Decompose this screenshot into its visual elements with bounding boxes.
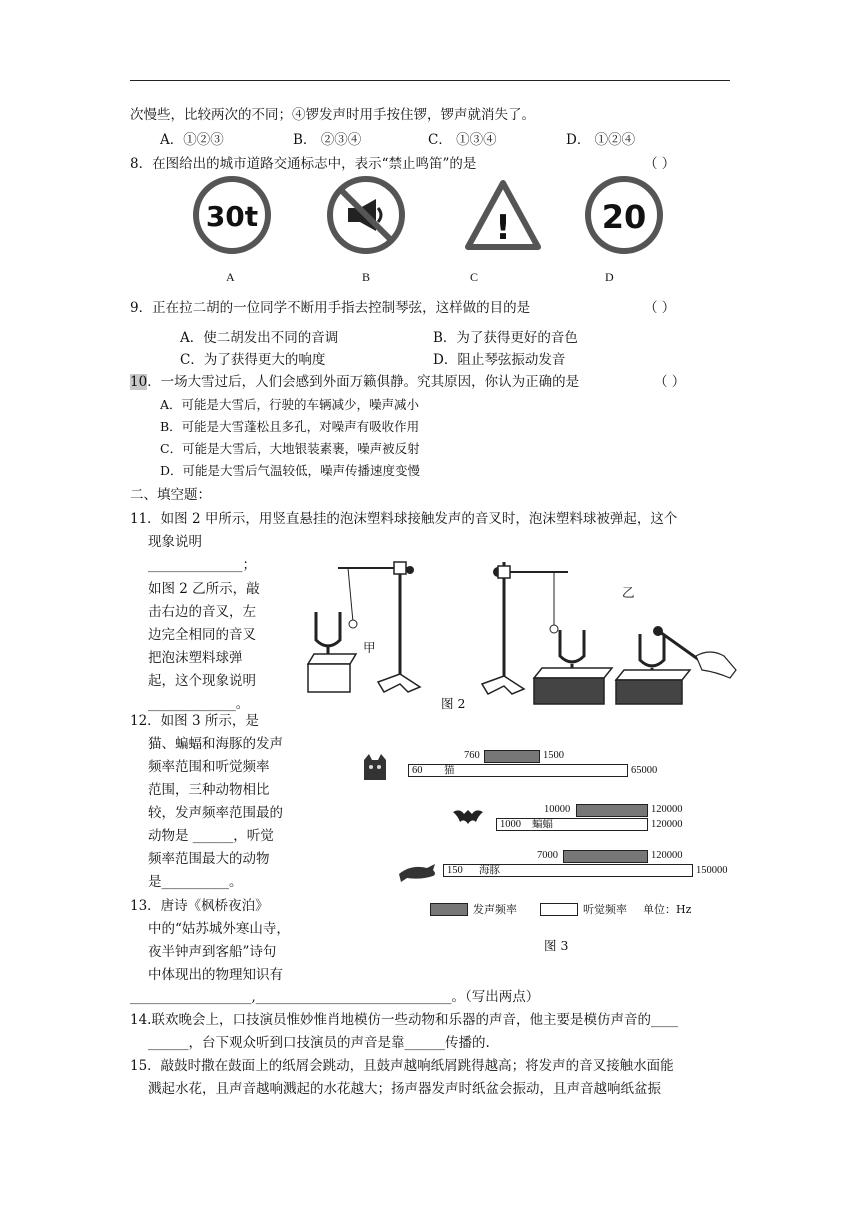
- q7-option-c: C． ①③④: [428, 132, 497, 148]
- q11-line1: 11．如图 2 甲所示，用竖直悬挂的泡沫塑料球接触发声的音叉时，泡沫塑料球被弹起，这个: [130, 511, 678, 527]
- sign-a-text: 30t: [205, 200, 259, 233]
- animal-name-label: 蝙蝠: [532, 819, 553, 830]
- sign-d-text: 20: [601, 198, 647, 236]
- section-fill-in-heading: 二、填空题：: [130, 487, 211, 503]
- q9-option-c: C．为了获得更大的响度: [180, 352, 326, 368]
- sound-max-label: 1500: [543, 750, 564, 761]
- sound-range-bar-1: [576, 804, 648, 817]
- q15-line2: 溅起水花，且声音越响溅起的水花越大；扬声器发声时纸盆会振动，且声音越响纸盆振: [148, 1081, 661, 1097]
- q7-continuation: 次慢些，比较两次的不同；④锣发声时用手按住锣，锣声就消失了。: [130, 107, 535, 123]
- warning-sign: [463, 175, 543, 255]
- q12-line: 频率范围最大的动物: [148, 851, 270, 867]
- q12-line: 是__________。: [148, 874, 243, 890]
- q9-option-a: A．使二胡发出不同的音调: [180, 330, 339, 346]
- figure-3-caption: 图 3: [544, 938, 569, 953]
- q11-line: 现象说明: [148, 534, 202, 550]
- hearing-max-label: 150000: [696, 865, 728, 876]
- sound-range-bar-0: [484, 750, 540, 763]
- q11-line: 起，这个现象说明: [148, 673, 256, 689]
- q13-answer-blanks: __________________,_____________________________。（写出两点）: [130, 989, 540, 1005]
- legend-swatch-hearing: [540, 903, 578, 916]
- q13-line: 夜半钟声到客船”诗句: [148, 944, 277, 960]
- q12-line: 较，发声频率范围最的: [148, 805, 283, 821]
- q11-line: 把泡沫塑料球弹: [148, 650, 243, 666]
- animal-name-label: 猫: [444, 765, 455, 776]
- sound-max-label: 120000: [651, 850, 683, 861]
- sign-c-text: !: [495, 208, 511, 248]
- q11-line: 如图 2 乙所示，敲: [148, 581, 260, 597]
- q11-line: 边完全相同的音叉: [148, 627, 256, 643]
- legend-swatch-sound: [430, 903, 468, 916]
- q11-line: ______________；: [148, 557, 256, 573]
- hearing-min-label: 1000: [500, 819, 521, 830]
- q9-answer-paren: （ ）: [644, 300, 676, 316]
- q14-line1: 14.联欢晚会上，口技演员惟妙惟肖地模仿一些动物和乐器的声音，他主要是模仿声音的____: [130, 1012, 678, 1028]
- q14-line2: ______，台下观众听到口技演员的声音是靠______传播的.: [148, 1035, 490, 1051]
- q12-line: 12．如图 3 所示，是: [130, 713, 259, 729]
- sign-label-a: A: [226, 270, 235, 284]
- stand-yi: [482, 562, 736, 704]
- q10-option-b: B．可能是大雪蓬松且多孔，对噪声有吸收作用: [160, 419, 420, 434]
- q9-option-d: D．阻止琴弦振动发音: [433, 352, 566, 368]
- sign-label-d: D: [605, 270, 614, 284]
- q12-line: 猫、蝙蝠和海豚的发声: [148, 736, 283, 752]
- sound-min-label: 10000: [544, 804, 571, 815]
- hearing-min-label: 60: [412, 765, 423, 776]
- figure-2-label-yi: 乙: [622, 585, 635, 600]
- q8-answer-paren: （ ）: [644, 156, 676, 172]
- q12-line: 动物是 ______，听觉: [148, 828, 274, 844]
- cat-icon: [360, 752, 390, 782]
- sign-label-c: C: [470, 270, 479, 284]
- legend-sound-label: 发声频率: [473, 903, 517, 916]
- q13-line: 13．唐诗《枫桥夜泊》: [130, 898, 269, 914]
- q10-option-a: A．可能是大雪后，行驶的车辆减少，噪声减小: [160, 397, 420, 412]
- q11-line: 击右边的音叉，左: [148, 604, 256, 620]
- q9-option-b: B．为了获得更好的音色: [433, 330, 578, 346]
- sound-min-label: 7000: [537, 850, 558, 861]
- q13-line: 中的“姑苏城外寒山寺，: [148, 921, 290, 937]
- q12-line: 频率范围和听觉频率: [148, 759, 270, 775]
- weight-limit-sign: [192, 175, 272, 255]
- animal-name-label: 海豚: [479, 865, 500, 876]
- hearing-range-bar-0: [408, 764, 628, 777]
- hearing-min-label: 150: [447, 865, 463, 876]
- q10-question: [130, 373, 579, 391]
- legend-hearing-label: 听觉频率: [583, 903, 627, 916]
- dolphin-icon: [397, 860, 439, 884]
- q13-line: 中体现出的物理知识有: [148, 967, 283, 983]
- sound-min-label: 760: [464, 750, 480, 761]
- sign-label-b: B: [362, 270, 371, 284]
- hearing-max-label: 65000: [631, 765, 658, 776]
- q9-question: 9．正在拉二胡的一位同学不断用手指去控制琴弦，这样做的目的是: [130, 300, 531, 316]
- q10-option-c: C．可能是大雪后，大地银装素裹，噪声被反射: [160, 441, 420, 456]
- hearing-max-label: 120000: [651, 819, 683, 830]
- sound-max-label: 120000: [651, 804, 683, 815]
- header-rule: [130, 80, 730, 81]
- q7-option-a: A．①②③: [160, 132, 224, 148]
- q10-number: 10: [130, 374, 148, 390]
- q8-question: 8．在图给出的城市道路交通标志中，表示“禁止鸣笛”的是: [130, 156, 477, 172]
- stand-jia: [308, 562, 420, 692]
- sound-range-bar-2: [563, 850, 648, 863]
- chart-unit: 单位：Hz: [643, 903, 692, 916]
- figure-2-tuning-fork-apparatus: [298, 552, 738, 710]
- q10-answer-paren: （ ）: [654, 374, 686, 390]
- no-horn-sign: [326, 175, 406, 255]
- speed-limit-sign: [584, 175, 664, 255]
- q7-option-b: B． ②③④: [293, 132, 362, 148]
- q15-line1: 15．敲鼓时撒在鼓面上的纸屑会跳动，且鼓声越响纸屑跳得越高；将发声的音叉接触水面能: [130, 1058, 674, 1074]
- q12-line: 范围，三种动物相比: [148, 782, 270, 798]
- q10-text: ．一场大雪过后，人们会感到外面万籁俱静。究其原因，你认为正确的是: [147, 374, 580, 390]
- q11-line: _____________。: [148, 696, 250, 712]
- bat-icon: [452, 806, 484, 826]
- figure-2-caption: 图 2: [441, 696, 466, 711]
- q10-option-d: D．可能是大雪后气温较低，噪声传播速度变慢: [160, 463, 421, 478]
- q7-option-d: D． ①②④: [566, 132, 636, 148]
- figure-2-label-jia: 甲: [363, 640, 376, 655]
